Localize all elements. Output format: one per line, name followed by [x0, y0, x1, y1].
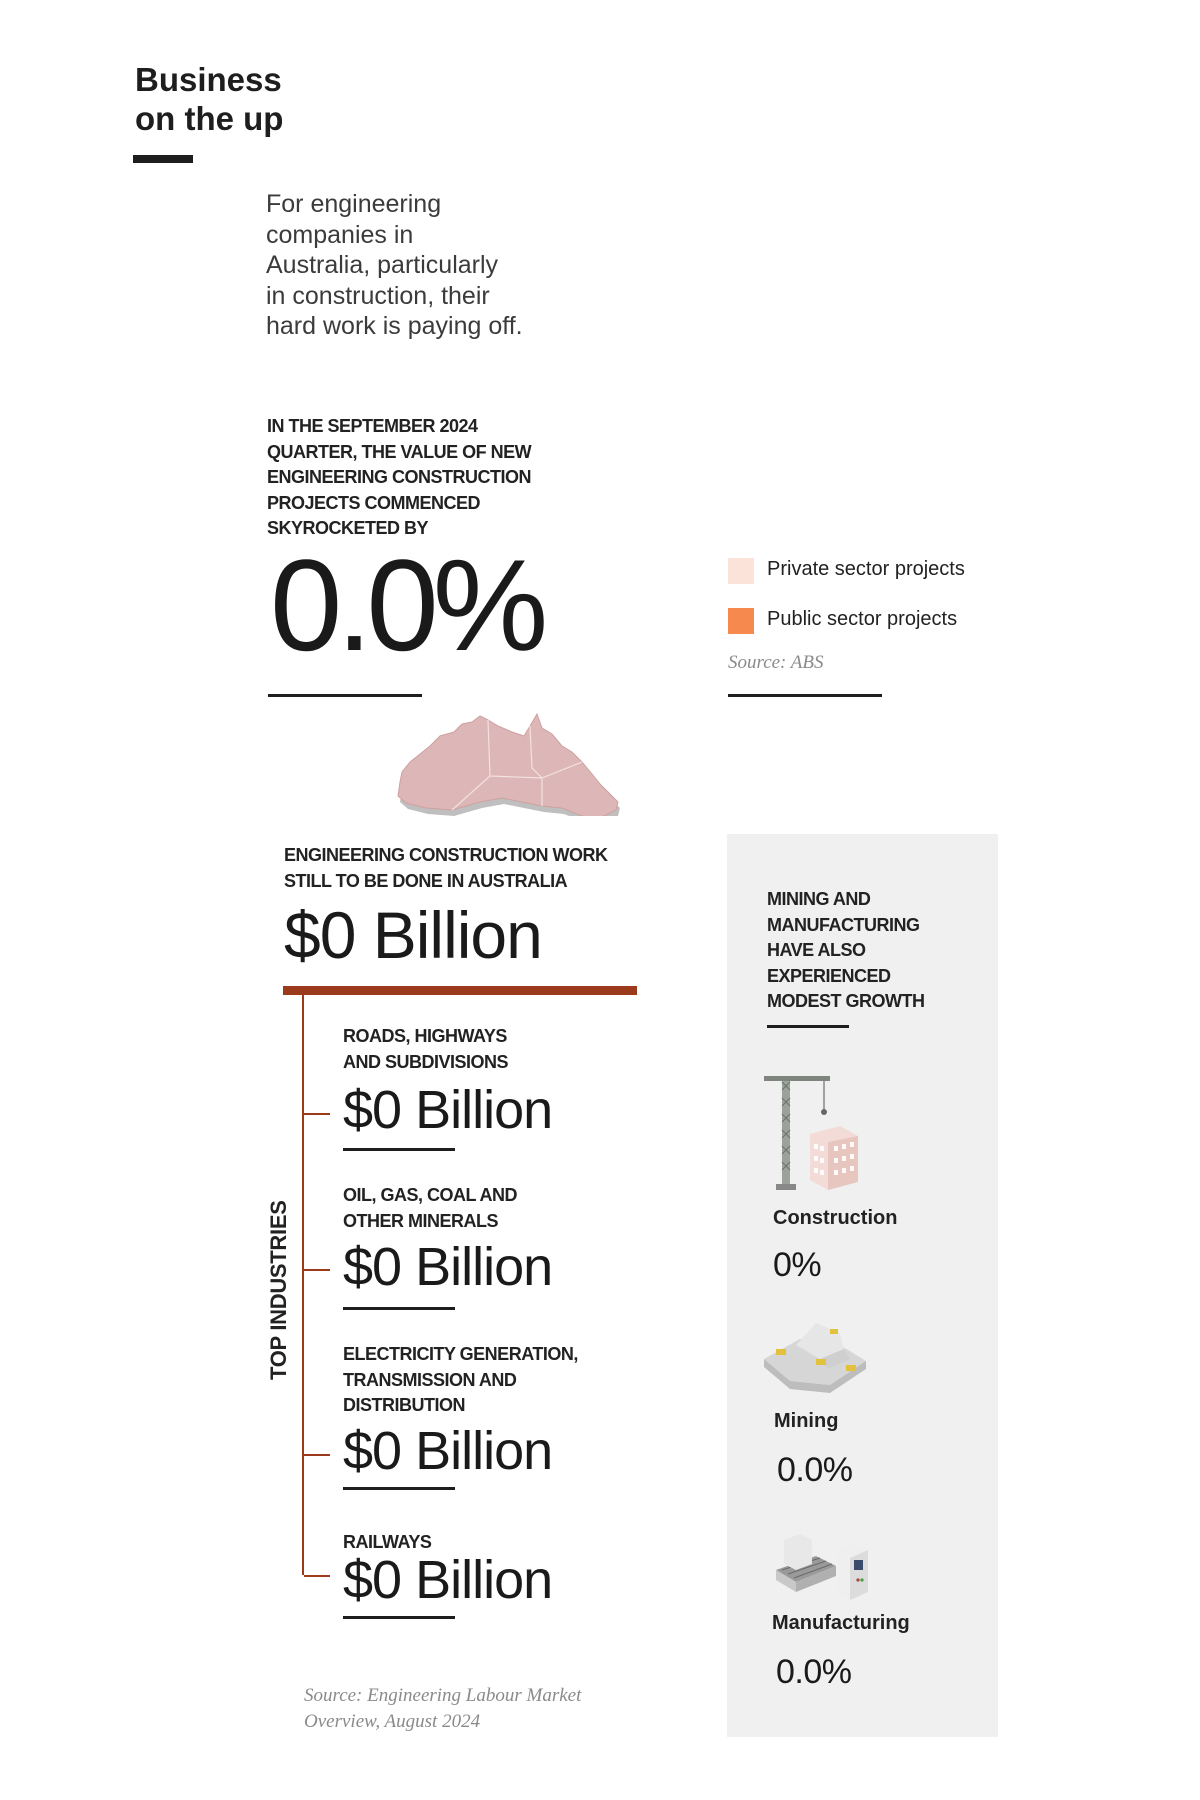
industry-label-line: DISTRIBUTION	[343, 1395, 465, 1415]
source-line: Overview, August 2024	[304, 1711, 481, 1732]
industries-source	[304, 1683, 604, 1735]
sector-construction-value: 0%	[773, 1246, 822, 1284]
construction-crane-icon	[760, 1070, 870, 1195]
australia-map-icon	[392, 706, 622, 816]
industry-branch	[304, 1113, 330, 1115]
september-growth-value: 0.0%	[270, 532, 543, 678]
top-industries-label: TOP INDUSTRIES	[266, 1200, 291, 1380]
intro-line: Australia, particularly	[266, 251, 499, 279]
industry-oil-gas-label	[343, 1183, 633, 1234]
industry-label-line: ROADS, HIGHWAYS	[343, 1026, 507, 1046]
public-sector-swatch	[728, 608, 754, 634]
industries-connector-line	[302, 995, 304, 1575]
industry-railways-value: $0 Billion	[343, 1550, 553, 1610]
work-divider-bar	[283, 986, 637, 995]
sector-mining-value: 0.0%	[777, 1451, 853, 1489]
industry-label-line: OTHER MINERALS	[343, 1210, 498, 1231]
title-line-1: Business	[135, 61, 282, 98]
page-title	[135, 60, 283, 138]
work-line: ENGINEERING CONSTRUCTION WORK	[284, 845, 608, 865]
industry-oil-gas-value: $0 Billion	[343, 1237, 553, 1297]
september-underline	[268, 694, 422, 697]
industry-branch	[304, 1269, 330, 1271]
industry-roads-underline	[343, 1148, 455, 1151]
industry-label-line: RAILWAYS	[343, 1532, 432, 1552]
sector-manufacturing-label: Manufacturing	[772, 1612, 910, 1634]
industry-roads-label	[343, 1024, 633, 1075]
factory-machine-icon	[770, 1530, 880, 1610]
intro-line: companies in	[266, 220, 414, 249]
top-industries-label-wrap	[266, 1200, 296, 1390]
source-line: Source: Engineering Labour Market	[304, 1685, 582, 1706]
intro-line: For engineering	[266, 190, 442, 218]
mining-site-icon	[760, 1315, 870, 1395]
source-abs: Source: ABS	[728, 652, 824, 673]
september-line: PROJECTS COMMENCED	[267, 492, 481, 513]
title-underline	[133, 155, 193, 163]
intro-line: hard work is paying off.	[266, 312, 523, 340]
industry-label-line: AND SUBDIVISIONS	[343, 1051, 509, 1072]
intro-line: in construction, their	[266, 281, 490, 310]
sector-manufacturing-value: 0.0%	[776, 1653, 852, 1691]
work-value: $0 Billion	[284, 898, 542, 972]
september-line: SKYROCKETED BY	[267, 518, 429, 538]
panel-heading-line: HAVE ALSO	[767, 940, 866, 960]
september-line: IN THE SEPTEMBER 2024	[267, 416, 478, 436]
panel-heading-line: EXPERIENCED	[767, 965, 891, 986]
panel-heading-line: MODEST GROWTH	[767, 991, 925, 1011]
title-line-2: on the up	[135, 100, 284, 137]
work-line: STILL TO BE DONE IN AUSTRALIA	[284, 870, 568, 891]
industry-branch	[304, 1575, 330, 1577]
september-line: QUARTER, THE VALUE OF NEW	[267, 441, 532, 462]
source-abs-underline	[728, 694, 882, 697]
industry-label-line: TRANSMISSION AND	[343, 1369, 517, 1390]
industry-electricity-value: $0 Billion	[343, 1421, 553, 1481]
industry-electricity-label	[343, 1342, 633, 1419]
sector-mining-label: Mining	[774, 1410, 839, 1432]
september-heading	[267, 414, 567, 542]
industry-railways-underline	[343, 1616, 455, 1619]
panel-heading-line: MINING AND	[767, 889, 871, 909]
intro-paragraph	[266, 189, 526, 342]
work-heading	[284, 843, 644, 894]
panel-heading-underline	[767, 1025, 849, 1028]
industry-branch	[304, 1454, 330, 1456]
public-sector-label: Public sector projects	[767, 608, 958, 630]
industry-electricity-underline	[343, 1487, 455, 1490]
private-sector-swatch	[728, 558, 754, 584]
panel-heading-line: MANUFACTURING	[767, 914, 920, 935]
private-sector-label: Private sector projects	[767, 558, 965, 580]
panel-heading	[767, 887, 967, 1015]
industry-roads-value: $0 Billion	[343, 1080, 553, 1140]
sector-construction-label: Construction	[773, 1207, 898, 1229]
industry-oil-gas-underline	[343, 1307, 455, 1310]
industry-label-line: OIL, GAS, COAL AND	[343, 1185, 518, 1205]
september-line: ENGINEERING CONSTRUCTION	[267, 467, 532, 487]
industry-label-line: ELECTRICITY GENERATION,	[343, 1344, 578, 1364]
